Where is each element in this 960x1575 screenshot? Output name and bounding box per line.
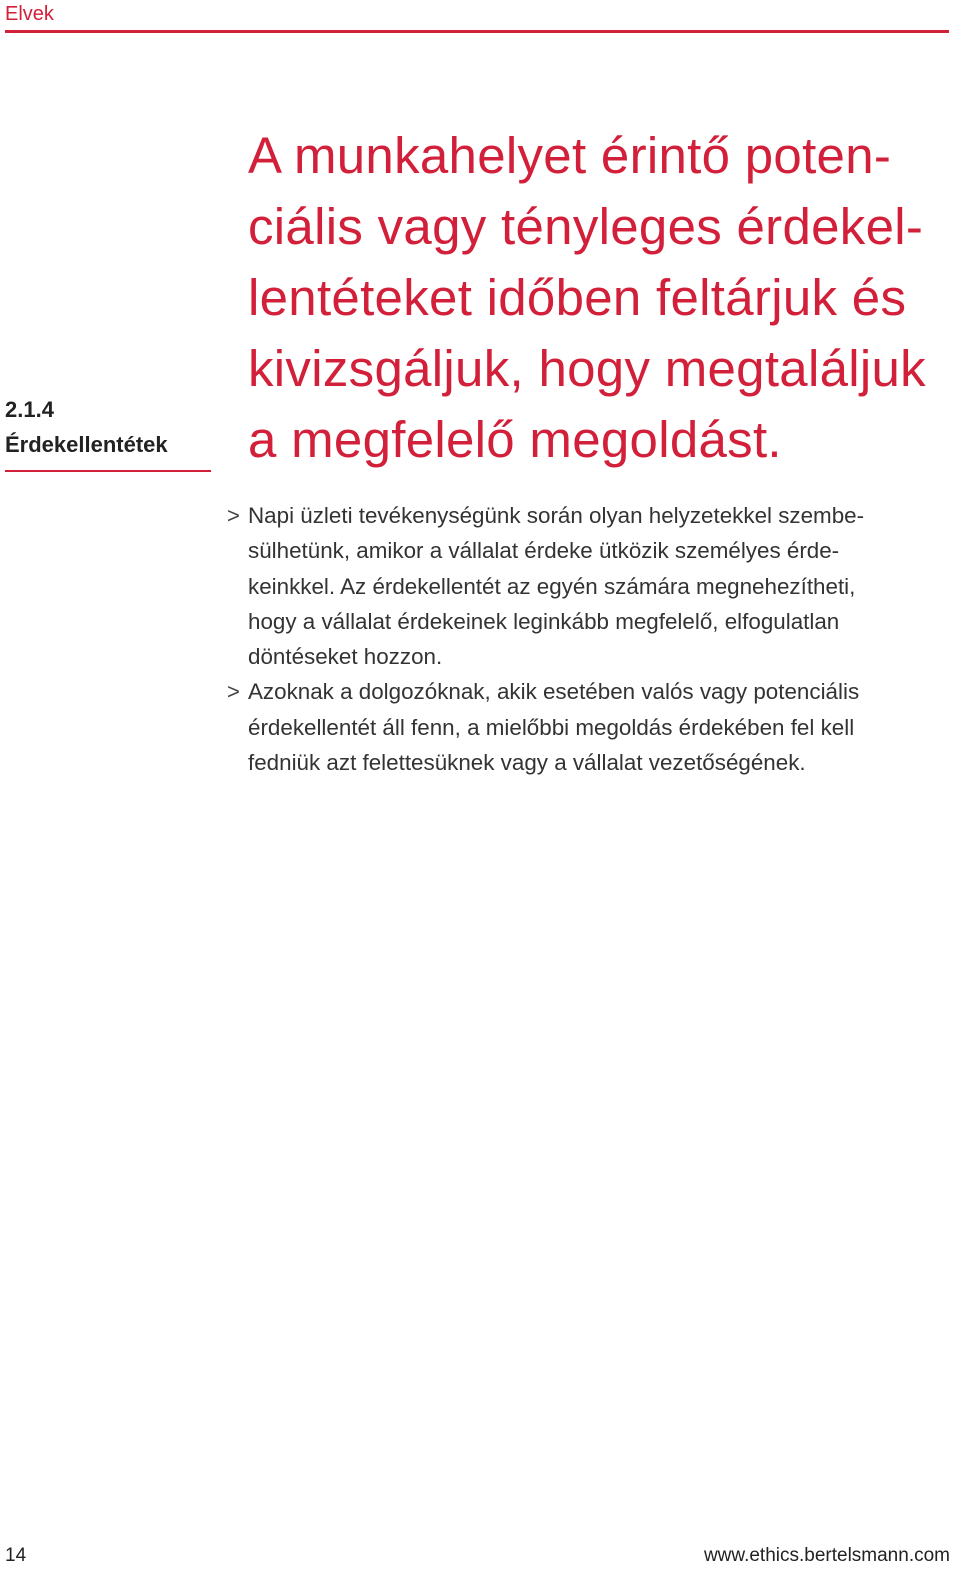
bullet-line: döntéseket hozzon.	[248, 644, 443, 670]
bullet-line: Azoknak a dolgozóknak, akik esetében valós vagy potenciális	[248, 679, 860, 705]
headline-line: kivizsgáljuk, hogy megtaláljuk	[248, 340, 926, 397]
bullet-line: sülhetünk, amikor a vállalat érdeke ütközik személyes érde-	[248, 538, 840, 564]
footer-url: www.ethics.bertelsmann.com	[703, 1545, 950, 1566]
headline-line: A munkahelyet érintő poten-	[248, 127, 892, 184]
header-divider	[5, 30, 949, 33]
headline-line: lentéteket időben feltárjuk és	[248, 269, 907, 326]
page-headline	[248, 120, 926, 475]
bullet-item	[227, 498, 953, 674]
bullet-marker: >	[227, 503, 240, 528]
chapter-label: Elvek	[5, 3, 54, 25]
headline-line: ciális vagy tényleges érdekel-	[248, 198, 924, 255]
section-divider	[5, 470, 211, 472]
bullet-line: fedniük azt felettesüknek vagy a vállalat vezetőségének.	[248, 750, 806, 776]
bullet-line: hogy a vállalat érdekeinek leginkább megfelelő, elfogulatlan	[248, 608, 840, 634]
bullet-item	[227, 674, 953, 780]
section-title: Érdekellentétek	[5, 432, 168, 457]
bullet-list	[227, 498, 953, 780]
bullet-line: Napi üzleti tevékenységünk során olyan helyzetekkel szembe-	[248, 503, 865, 528]
section-number: 2.1.4	[5, 397, 54, 422]
bullet-line: érdekellentét áll fenn, a mielőbbi megoldás érdekében fel kell	[248, 714, 855, 740]
headline-line: a megfelelő megoldást.	[248, 411, 782, 468]
page-number: 14	[5, 1545, 27, 1566]
bullet-marker: >	[227, 679, 240, 705]
bullet-line: keinkkel. Az érdekellentét az egyén számára megnehezítheti,	[248, 573, 856, 599]
